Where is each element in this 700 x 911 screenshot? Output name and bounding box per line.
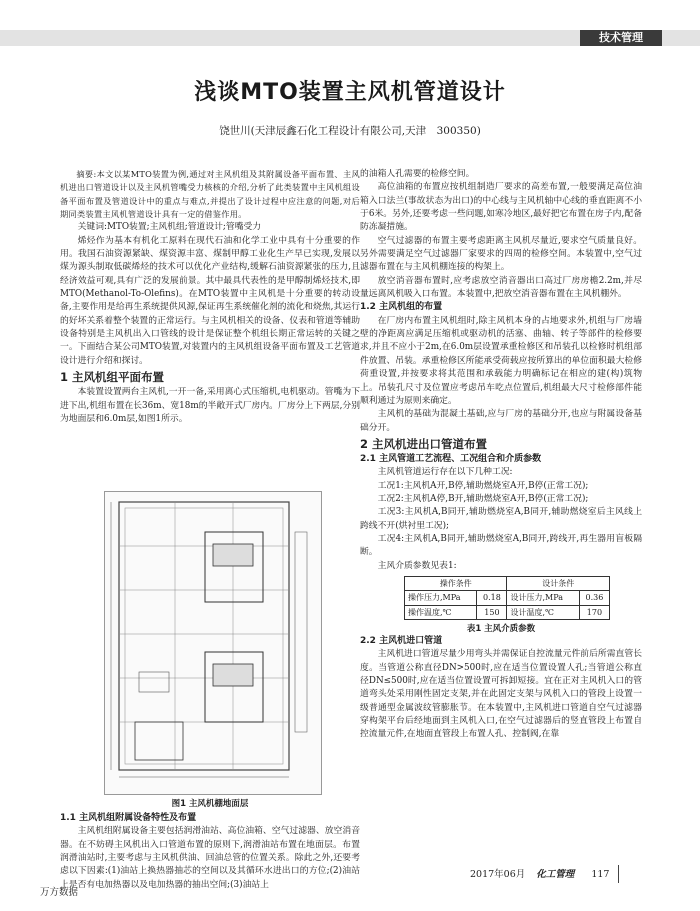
table-cell: 操作压力,MPa [405, 591, 477, 605]
paragraph-conditions-intro: 主风机管道运行存在以下几种工况: [377, 467, 513, 478]
subsection-1-1-paragraph: 主风机组附属设备主要包括润滑油站、高位油箱、空气过滤器、放空消音器。在不妨碍主风机出入口管道布置的原则下,润滑油站布置在地面层。布置润滑油站时,主要考虑与主风机供油、回油总管的位置关系。除此之外,还要考虑以下因素:(1)油站上换热器抽芯的空间以及其循环水进出口的方位;(2)油站上是否有电加热器以及电加热器的抽出空间;(3)油站上 [60, 826, 360, 890]
table-cell: 操作温度,℃ [405, 605, 477, 619]
paragraph-foundation: 主风机的基础为混凝土基础,应与厂房的基础分开,也应与附属设备基础分开。 [360, 409, 642, 433]
floor-plan-svg [105, 492, 321, 794]
table-cell: 0.36 [579, 591, 609, 605]
page-number: 117 [591, 869, 610, 880]
condition-4: 工况4:主风机A,B同开,辅助燃烧室A,B同开,跨线开,再生器用盲板隔断。 [360, 533, 642, 558]
paragraph-silencer: 放空消音器布置时,应考虑放空消音器出口高过厂房房檐2.2m,并尽量远离风机吸入口布置。本装置中,把放空消音器布置在主风机棚外。 [360, 275, 642, 300]
source-watermark: 万方数据 [40, 887, 79, 898]
paragraph-inlet-pipe: 主风机进口管道尽量少用弯头并需保证自控流量元件前后所需直管长度。当管道公称直径DN>500时,应在适当位置设置人孔;当管道公称直径DN≤500时,应在适当位置设置可拆卸短接。宜在正对主风机入口的管道弯头处采用刚性固定支架,并在此固定支架与风机入口的管段上设置一级普通型金属波纹管膨胀节。在本装置中,主风机进口管道自空气过滤器穿构架平台后经地面到主风机入口,在空气过滤器后的竖直管段上布置自控流量元件,在地面直管段上布置人孔、控制阀,在靠 [360, 649, 642, 740]
paragraph-air-filter: 空气过滤器的布置主要考虑距离主风机尽量近,要求空气质量良好。另外需要满足空气过滤器厂家要求的四周的检修空间。本装置中,空气过滤器布置在与主风机棚连接的构架上。 [360, 235, 642, 273]
section-tag: 技术管理 [580, 30, 662, 46]
table-cell: 0.18 [477, 591, 507, 605]
table-cell: 设计温度,℃ [507, 605, 579, 619]
paragraph-table-ref: 主风介质参数见表1: [377, 560, 457, 571]
footer-divider [618, 865, 619, 883]
issue-date: 2017年06月 [470, 869, 526, 880]
table-header-cell: 设计条件 [507, 576, 610, 590]
table-cell: 设计压力,MPa [507, 591, 579, 605]
paragraph-continued: 的油箱人孔需要的检修空间。 [360, 169, 475, 179]
author-line: 饶世川(天津辰鑫石化工程设计有限公司,天津 300350) [219, 125, 481, 137]
table-cell: 170 [579, 605, 609, 619]
condition-3: 工况3:主风机A,B同开,辅助燃烧室A,B同开,辅助燃烧室后主风线上跨线不开(烘衬里工况); [360, 507, 642, 531]
table-header-row [405, 576, 610, 590]
subsection-heading-2-1: 2.1 主风管道工艺流程、工况组合和介质参数 [360, 453, 542, 464]
table-header-cell: 操作条件 [405, 576, 507, 590]
right-column [360, 168, 642, 742]
params-table [404, 576, 610, 620]
figure-1-caption: 图1 主风机棚地面层 [171, 799, 249, 809]
table-row [405, 591, 610, 605]
condition-1: 工况1:主风机A开,B停,辅助燃烧室A开,B停(正常工况); [377, 480, 589, 491]
page-footer [470, 868, 609, 882]
abstract: 摘要:本文以某MTO装置为例,通过对主风机组及其附属设备平面布置、主风机进出口管道设计以及主风机管嘴受力核核的介绍,分析了此类装置中主风机组设备平面布置及管道设计中的重点与难点,并提出了设计过程中应注意的问题,对后期同类装置主风机管道设计具有一定的借鉴作用。 [60, 169, 360, 220]
subsection-heading-1-1: 1.1 主风机组附属设备特性及布置 [60, 813, 197, 823]
paragraph-oil-tank: 高位油箱的布置应按机组制造厂要求的高差布置,一般要满足高位油箱入口法兰(事故状态为出口)的中心线与主风机轴中心线的垂直距离不小于6米。另外,还要考虑一些问题,如寒冷地区,最好把它布置在房子内,配备防冻凝措施。 [360, 182, 642, 233]
subsection-heading-1-2: 1.2 主风机组的布置 [360, 302, 443, 313]
intro-paragraph: 烯烃作为基本有机化工原料在现代石油和化学工业中具有十分重要的作用。我国石油资源紧缺、煤资源丰富、煤制甲醇工业化生产早已实现,发展以煤为源头制取低碳烯烃的技术可以优化产业结构,缓解石油资源紧张的压力,且经济效益可观,具有广泛的发展前景。其中最具代表性的是甲醇制烯烃技术,即MTO(Methanol-To-Olefins)。在MTO装置中主风机是十分重要的转动设备,主要作用是给再生系统提供风源,保证再生系统催化剂的流化和烧焦,其运行的好坏关系着整个装置的正常运行。与主风机相关的设备、仪表和管道等辅助设备特别是主风机出入口管线的设计是保证整个机组长期正常运转的关键之一。下面结合某公司MTO装置,对装置内的主风机组设备平面布置及工艺管道设计进行介绍和探讨。 [60, 235, 360, 366]
left-column [60, 168, 360, 426]
paragraph-layout: 在厂房内布置主风机组时,除主风机本身的占地要求外,机组与厂房墙壁的净距离应满足压缩机或驱动机的活塞、曲轴、转子等部件的检修要求,并且不应小于2m,在6.0m层设置承重检修区和吊装孔以检修时机组部件放置、吊装。承重检修区所能承受荷载应按所算出的单位面积最大检修荷重设置,并按要求将其范围和承载能力明确标记在相应的建(构)筑物上。吊装孔尺寸及位置应考虑吊车吃点位置后,机组最大尺寸检修部件能顺利通过为原则来确定。 [360, 315, 642, 406]
journal-name: 化工管理 [536, 869, 575, 880]
left-column-bottom [60, 812, 360, 892]
figure-1-drawing [104, 491, 322, 795]
section-1-paragraph: 本装置设置两台主风机,一开一备,采用离心式压缩机,电机驱动。管嘴为下进下出,机组布置在长36m、宽18m的半敞开式厂房内。厂房分上下两层,分别为地面层和6.0m层,如图1所示。 [60, 387, 360, 424]
table-row [405, 605, 610, 619]
section-heading-2: 2 主风机进出口管道布置 [360, 436, 488, 451]
keywords: 关键词:MTO装置;主风机组;管道设计;管嘴受力 [77, 222, 262, 233]
table-cell: 150 [477, 605, 507, 619]
article-title: 浅谈MTO装置主风机管道设计 [194, 80, 506, 105]
subsection-heading-2-2: 2.2 主风机进口管道 [360, 636, 443, 646]
table-caption: 表1 主风介质参数 [466, 624, 536, 634]
section-heading-1: 1 主风机组平面布置 [60, 370, 165, 385]
condition-2: 工况2:主风机A停,B开,辅助燃烧室A开,B停(正常工况); [377, 493, 589, 504]
